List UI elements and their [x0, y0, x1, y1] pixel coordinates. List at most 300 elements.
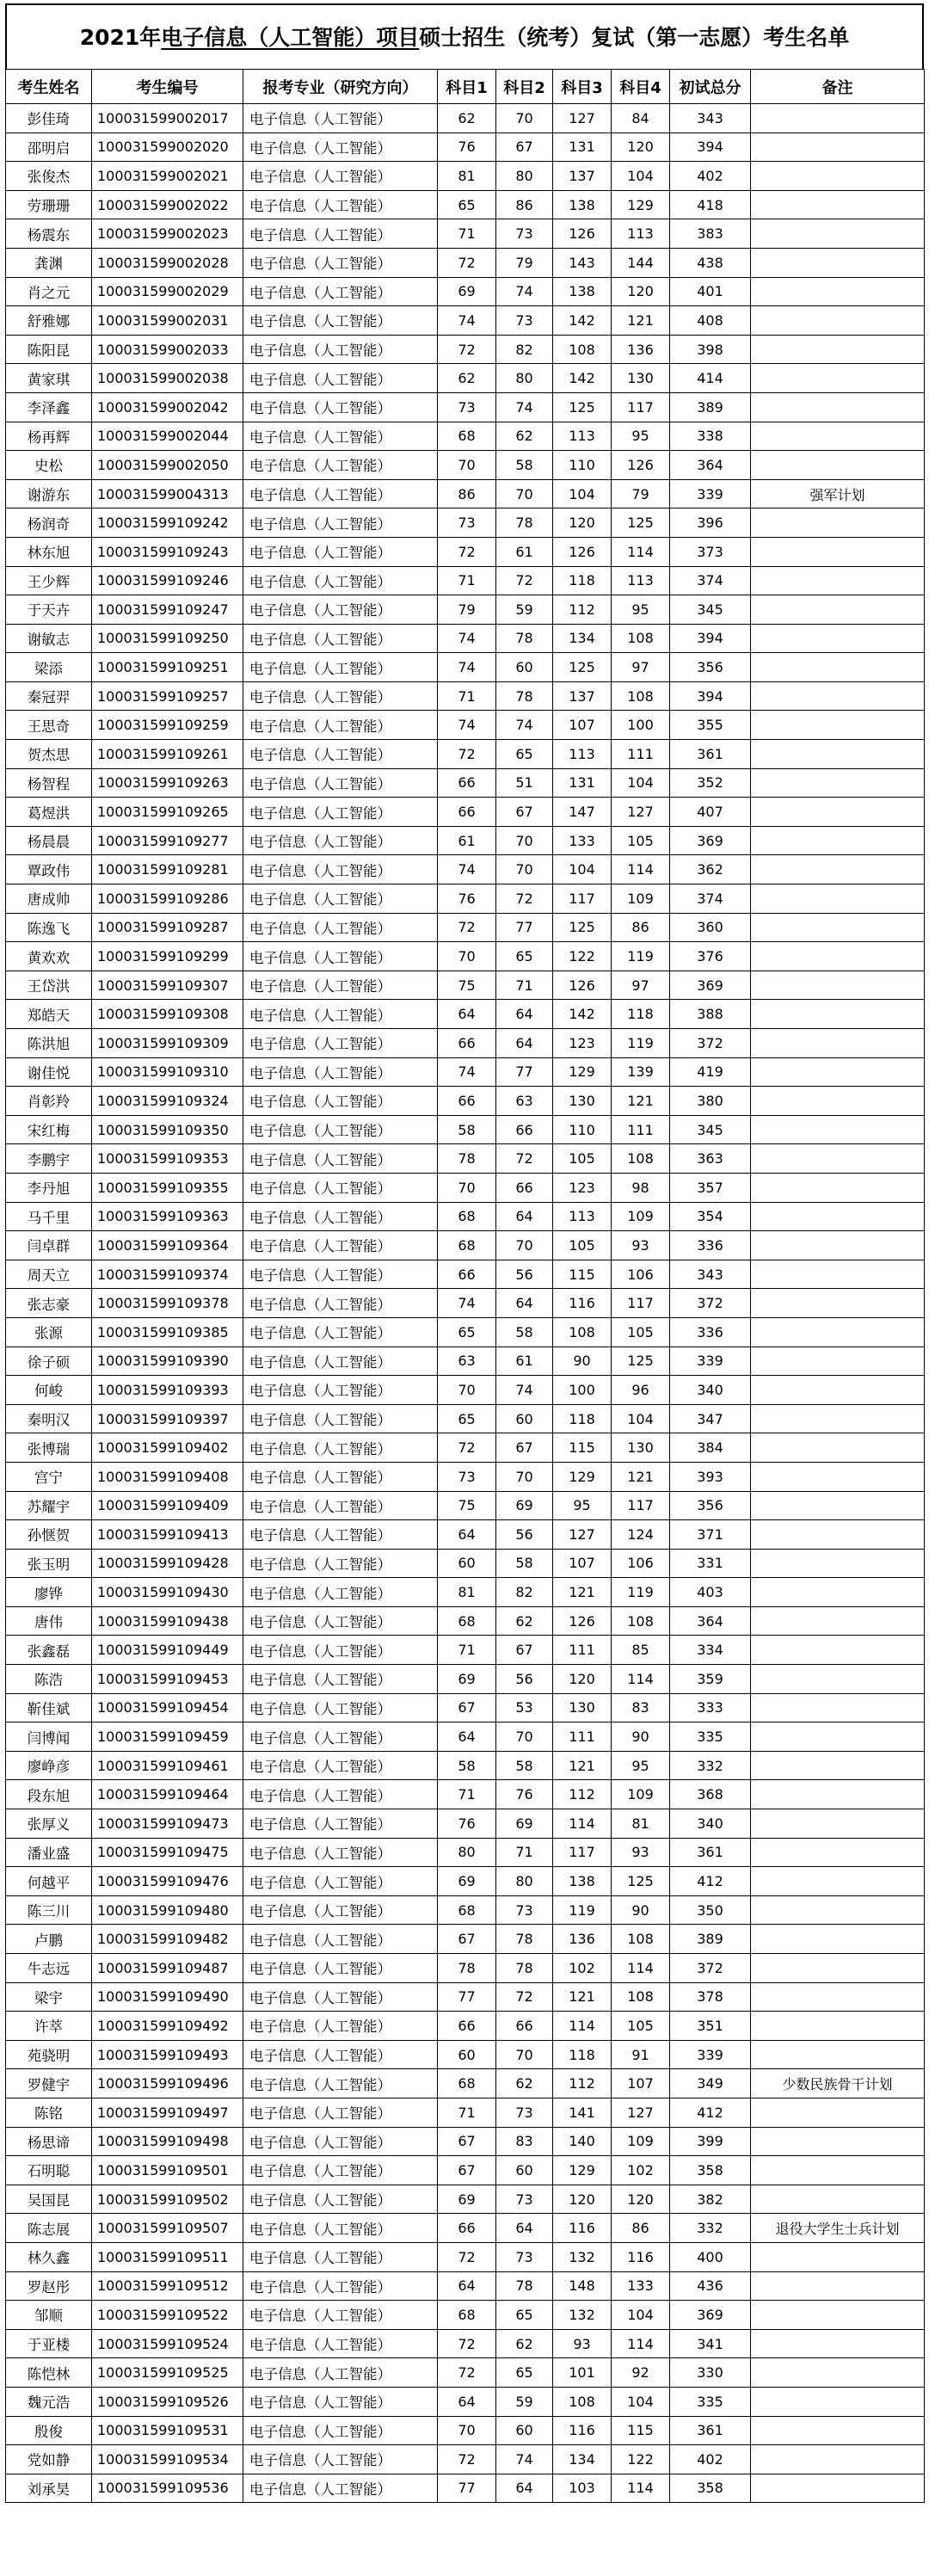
cell-id: 100031599004313 [92, 479, 243, 508]
cell-subject4: 114 [612, 2474, 670, 2503]
cell-remark [751, 2127, 925, 2156]
cell-id: 100031599002021 [92, 162, 243, 191]
cell-id: 100031599109502 [92, 2185, 243, 2214]
cell-id: 100031599109492 [92, 2012, 243, 2041]
cell-total: 338 [670, 422, 751, 451]
cell-id: 100031599002033 [92, 335, 243, 364]
cell-major: 电子信息（人工智能） [243, 306, 438, 336]
header-name: 考生姓名 [6, 70, 92, 104]
cell-subject2: 77 [496, 1057, 553, 1087]
cell-id: 100031599109246 [92, 566, 243, 595]
cell-subject4: 97 [612, 653, 670, 682]
cell-subject2: 70 [496, 1231, 553, 1260]
cell-remark [751, 1549, 925, 1578]
cell-subject2: 60 [496, 2156, 553, 2185]
cell-remark [751, 132, 925, 162]
table-row [6, 2301, 925, 2330]
cell-major: 电子信息（人工智能） [243, 1173, 438, 1202]
cell-remark [751, 392, 925, 422]
cell-name: 黄欢欢 [6, 942, 92, 971]
cell-subject2: 58 [496, 451, 553, 480]
cell-subject1: 72 [438, 537, 496, 566]
cell-id: 100031599109265 [92, 798, 243, 827]
cell-remark [751, 1289, 925, 1318]
cell-total: 339 [670, 1347, 751, 1376]
cell-total: 361 [670, 1838, 751, 1867]
cell-name: 徐子硕 [6, 1347, 92, 1376]
cell-subject1: 75 [438, 1491, 496, 1520]
cell-total: 339 [670, 479, 751, 508]
cell-total: 374 [670, 566, 751, 595]
cell-name: 魏元浩 [6, 2387, 92, 2416]
cell-subject3: 129 [553, 2156, 612, 2185]
cell-subject4: 90 [612, 1722, 670, 1752]
cell-remark [751, 1347, 925, 1376]
cell-name: 舒雅娜 [6, 306, 92, 336]
table-row [6, 1954, 925, 1983]
cell-id: 100031599109453 [92, 1665, 243, 1694]
cell-major: 电子信息（人工智能） [243, 566, 438, 595]
cell-major: 电子信息（人工智能） [243, 451, 438, 480]
cell-total: 364 [670, 451, 751, 480]
cell-subject3: 112 [553, 595, 612, 625]
cell-subject3: 111 [553, 1722, 612, 1752]
cell-subject2: 60 [496, 2416, 553, 2445]
cell-subject2: 60 [496, 1404, 553, 1433]
cell-id: 100031599109512 [92, 2271, 243, 2301]
cell-name: 潘业盛 [6, 1838, 92, 1867]
cell-remark [751, 1404, 925, 1433]
cell-remark [751, 653, 925, 682]
cell-name: 林久鑫 [6, 2242, 92, 2271]
table-row [6, 2329, 925, 2358]
cell-subject1: 62 [438, 364, 496, 393]
cell-name: 吴国昆 [6, 2185, 92, 2214]
cell-total: 408 [670, 306, 751, 336]
cell-subject2: 62 [496, 422, 553, 451]
cell-subject1: 71 [438, 566, 496, 595]
cell-id: 100031599109413 [92, 1520, 243, 1550]
cell-subject1: 72 [438, 2242, 496, 2271]
cell-subject4: 120 [612, 277, 670, 306]
cell-major: 电子信息（人工智能） [243, 1665, 438, 1694]
cell-remark [751, 2329, 925, 2358]
cell-major: 电子信息（人工智能） [243, 1347, 438, 1376]
cell-remark [751, 624, 925, 653]
cell-subject3: 115 [553, 1260, 612, 1289]
cell-subject1: 68 [438, 1606, 496, 1636]
cell-id: 100031599109397 [92, 1404, 243, 1433]
cell-subject4: 102 [612, 2156, 670, 2185]
cell-subject1: 74 [438, 624, 496, 653]
cell-subject4: 130 [612, 364, 670, 393]
cell-subject1: 66 [438, 1260, 496, 1289]
table-row [6, 740, 925, 769]
cell-subject2: 74 [496, 711, 553, 740]
cell-subject1: 62 [438, 104, 496, 133]
cell-name: 邹顺 [6, 2301, 92, 2330]
cell-id: 100031599109324 [92, 1087, 243, 1116]
cell-name: 谢佳悦 [6, 1057, 92, 1087]
cell-id: 100031599002038 [92, 364, 243, 393]
cell-subject1: 70 [438, 942, 496, 971]
cell-subject1: 70 [438, 1173, 496, 1202]
cell-id: 100031599109525 [92, 2358, 243, 2388]
cell-id: 100031599109473 [92, 1809, 243, 1839]
cell-major: 电子信息（人工智能） [243, 1376, 438, 1405]
cell-subject4: 117 [612, 1289, 670, 1318]
cell-major: 电子信息（人工智能） [243, 942, 438, 971]
cell-total: 418 [670, 190, 751, 219]
cell-major: 电子信息（人工智能） [243, 2474, 438, 2503]
cell-major: 电子信息（人工智能） [243, 2214, 438, 2243]
cell-subject3: 123 [553, 1173, 612, 1202]
table-row [6, 2069, 925, 2098]
cell-subject1: 69 [438, 277, 496, 306]
cell-total: 393 [670, 1462, 751, 1491]
cell-id: 100031599109497 [92, 2098, 243, 2127]
cell-subject3: 116 [553, 2214, 612, 2243]
cell-subject2: 86 [496, 190, 553, 219]
cell-subject2: 82 [496, 335, 553, 364]
cell-subject2: 70 [496, 479, 553, 508]
cell-subject1: 66 [438, 798, 496, 827]
cell-subject4: 136 [612, 335, 670, 364]
table-row [6, 2012, 925, 2041]
cell-total: 331 [670, 1549, 751, 1578]
header-total: 初试总分 [670, 70, 751, 104]
cell-subject2: 53 [496, 1693, 553, 1722]
cell-id: 100031599109243 [92, 537, 243, 566]
cell-subject3: 123 [553, 1029, 612, 1058]
cell-total: 361 [670, 740, 751, 769]
cell-remark [751, 277, 925, 306]
cell-subject1: 72 [438, 248, 496, 277]
cell-id: 100031599109378 [92, 1289, 243, 1318]
cell-subject4: 122 [612, 2445, 670, 2474]
cell-subject4: 121 [612, 306, 670, 336]
cell-subject2: 74 [496, 1376, 553, 1405]
cell-subject2: 74 [496, 2445, 553, 2474]
cell-name: 陈铭 [6, 2098, 92, 2127]
cell-total: 350 [670, 1895, 751, 1925]
cell-total: 336 [670, 1231, 751, 1260]
cell-subject3: 108 [553, 1317, 612, 1347]
cell-name: 石明聪 [6, 2156, 92, 2185]
cell-total: 347 [670, 1404, 751, 1433]
cell-subject3: 113 [553, 740, 612, 769]
table-row [6, 1462, 925, 1491]
cell-total: 414 [670, 364, 751, 393]
cell-remark [751, 2012, 925, 2041]
cell-subject3: 100 [553, 1376, 612, 1405]
cell-remark [751, 508, 925, 538]
cell-subject4: 139 [612, 1057, 670, 1087]
cell-subject1: 68 [438, 1202, 496, 1231]
cell-total: 396 [670, 508, 751, 538]
cell-subject2: 69 [496, 1491, 553, 1520]
cell-subject3: 125 [553, 392, 612, 422]
cell-subject2: 64 [496, 1029, 553, 1058]
cell-subject2: 78 [496, 1954, 553, 1983]
cell-remark [751, 913, 925, 942]
cell-subject2: 69 [496, 1809, 553, 1839]
cell-name: 张博瑞 [6, 1433, 92, 1463]
cell-subject4: 83 [612, 1693, 670, 1722]
cell-name: 龚渊 [6, 248, 92, 277]
cell-major: 电子信息（人工智能） [243, 132, 438, 162]
cell-name: 李泽鑫 [6, 392, 92, 422]
cell-subject4: 121 [612, 1087, 670, 1116]
cell-subject2: 58 [496, 1751, 553, 1780]
cell-subject2: 80 [496, 162, 553, 191]
table-row [6, 2474, 925, 2503]
cell-subject2: 74 [496, 277, 553, 306]
cell-major: 电子信息（人工智能） [243, 826, 438, 855]
cell-total: 330 [670, 2358, 751, 2388]
cell-total: 352 [670, 768, 751, 798]
cell-total: 345 [670, 595, 751, 625]
cell-remark [751, 219, 925, 249]
cell-name: 陈志展 [6, 2214, 92, 2243]
table-row [6, 2127, 925, 2156]
cell-subject4: 115 [612, 2416, 670, 2445]
cell-remark [751, 2040, 925, 2069]
cell-id: 100031599109459 [92, 1722, 243, 1752]
cell-name: 杨震东 [6, 219, 92, 249]
cell-subject4: 144 [612, 248, 670, 277]
cell-subject4: 91 [612, 2040, 670, 2069]
cell-subject3: 120 [553, 508, 612, 538]
cell-id: 100031599109247 [92, 595, 243, 625]
table-row [6, 1780, 925, 1809]
cell-major: 电子信息（人工智能） [243, 1144, 438, 1174]
cell-subject4: 108 [612, 1925, 670, 1954]
cell-name: 张志豪 [6, 1289, 92, 1318]
cell-subject2: 71 [496, 1838, 553, 1867]
cell-total: 412 [670, 1867, 751, 1896]
cell-major: 电子信息（人工智能） [243, 768, 438, 798]
cell-major: 电子信息（人工智能） [243, 1809, 438, 1839]
cell-subject3: 143 [553, 248, 612, 277]
table-row [6, 2416, 925, 2445]
cell-subject3: 137 [553, 162, 612, 191]
cell-subject3: 104 [553, 479, 612, 508]
cell-subject3: 142 [553, 364, 612, 393]
cell-remark [751, 1231, 925, 1260]
cell-id: 100031599002031 [92, 306, 243, 336]
cell-subject4: 79 [612, 479, 670, 508]
cell-subject1: 58 [438, 1115, 496, 1144]
cell-total: 332 [670, 1751, 751, 1780]
cell-major: 电子信息（人工智能） [243, 1693, 438, 1722]
cell-subject4: 114 [612, 2329, 670, 2358]
cell-total: 394 [670, 624, 751, 653]
table-row [6, 392, 925, 422]
cell-name: 邵明启 [6, 132, 92, 162]
table-row [6, 1693, 925, 1722]
cell-subject3: 118 [553, 566, 612, 595]
cell-subject1: 70 [438, 451, 496, 480]
cell-remark [751, 1693, 925, 1722]
cell-major: 电子信息（人工智能） [243, 1491, 438, 1520]
cell-subject3: 127 [553, 104, 612, 133]
cell-remark [751, 2445, 925, 2474]
cell-subject3: 116 [553, 1289, 612, 1318]
cell-subject3: 108 [553, 2387, 612, 2416]
cell-subject4: 120 [612, 2185, 670, 2214]
cell-subject1: 69 [438, 1665, 496, 1694]
cell-subject2: 56 [496, 1665, 553, 1694]
cell-subject1: 81 [438, 162, 496, 191]
cell-name: 张源 [6, 1317, 92, 1347]
cell-major: 电子信息（人工智能） [243, 104, 438, 133]
cell-total: 364 [670, 1606, 751, 1636]
cell-remark [751, 162, 925, 191]
cell-remark [751, 971, 925, 1000]
cell-total: 380 [670, 1087, 751, 1116]
cell-major: 电子信息（人工智能） [243, 2069, 438, 2098]
cell-id: 100031599109374 [92, 1260, 243, 1289]
cell-subject3: 102 [553, 1954, 612, 1983]
cell-subject1: 72 [438, 913, 496, 942]
cell-subject1: 64 [438, 2387, 496, 2416]
cell-remark [751, 1722, 925, 1752]
cell-remark [751, 190, 925, 219]
cell-subject3: 118 [553, 1404, 612, 1433]
cell-subject3: 131 [553, 132, 612, 162]
cell-total: 371 [670, 1520, 751, 1550]
cell-name: 张鑫磊 [6, 1636, 92, 1665]
header-subject4: 科目4 [612, 70, 670, 104]
cell-remark: 退役大学生士兵计划 [751, 2214, 925, 2243]
cell-total: 341 [670, 2329, 751, 2358]
cell-major: 电子信息（人工智能） [243, 1895, 438, 1925]
cell-total: 343 [670, 104, 751, 133]
cell-subject2: 58 [496, 1317, 553, 1347]
table-row [6, 942, 925, 971]
cell-subject3: 112 [553, 1780, 612, 1809]
cell-major: 电子信息（人工智能） [243, 1029, 438, 1058]
cell-total: 360 [670, 913, 751, 942]
cell-major: 电子信息（人工智能） [243, 537, 438, 566]
cell-subject3: 137 [553, 681, 612, 711]
cell-subject4: 84 [612, 104, 670, 133]
cell-subject2: 80 [496, 364, 553, 393]
cell-subject4: 109 [612, 1780, 670, 1809]
candidate-table [5, 69, 925, 2503]
cell-subject1: 65 [438, 1404, 496, 1433]
cell-remark [751, 566, 925, 595]
cell-name: 闫博闻 [6, 1722, 92, 1752]
cell-major: 电子信息（人工智能） [243, 508, 438, 538]
table-row [6, 422, 925, 451]
cell-total: 402 [670, 162, 751, 191]
cell-name: 陈洪旭 [6, 1029, 92, 1058]
cell-remark [751, 1173, 925, 1202]
cell-remark [751, 711, 925, 740]
table-row [6, 162, 925, 191]
cell-subject2: 70 [496, 104, 553, 133]
table-row [6, 1260, 925, 1289]
table-body [6, 104, 925, 2503]
cell-id: 100031599002022 [92, 190, 243, 219]
cell-subject2: 71 [496, 971, 553, 1000]
cell-subject3: 129 [553, 1057, 612, 1087]
cell-id: 100031599109490 [92, 1982, 243, 2012]
cell-name: 黄家琪 [6, 364, 92, 393]
cell-subject2: 70 [496, 2040, 553, 2069]
cell-name: 彭佳琦 [6, 104, 92, 133]
cell-major: 电子信息（人工智能） [243, 1433, 438, 1463]
cell-subject4: 108 [612, 681, 670, 711]
cell-id: 100031599109259 [92, 711, 243, 740]
cell-id: 100031599109308 [92, 1000, 243, 1029]
table-row [6, 364, 925, 393]
cell-remark [751, 1636, 925, 1665]
cell-subject4: 93 [612, 1231, 670, 1260]
cell-remark [751, 451, 925, 480]
cell-subject4: 106 [612, 1260, 670, 1289]
cell-subject4: 117 [612, 392, 670, 422]
cell-subject3: 114 [553, 1809, 612, 1839]
cell-id: 100031599109309 [92, 1029, 243, 1058]
cell-subject2: 78 [496, 1925, 553, 1954]
cell-subject2: 56 [496, 1520, 553, 1550]
cell-remark [751, 2387, 925, 2416]
cell-name: 陈浩 [6, 1665, 92, 1694]
cell-subject3: 95 [553, 1491, 612, 1520]
cell-subject2: 65 [496, 2301, 553, 2330]
cell-name: 杨思谛 [6, 2127, 92, 2156]
cell-subject4: 119 [612, 1029, 670, 1058]
cell-total: 340 [670, 1809, 751, 1839]
cell-subject1: 86 [438, 479, 496, 508]
table-row [6, 1057, 925, 1087]
cell-subject3: 121 [553, 1751, 612, 1780]
cell-subject2: 64 [496, 1000, 553, 1029]
cell-remark [751, 826, 925, 855]
cell-remark [751, 1260, 925, 1289]
cell-subject2: 66 [496, 1173, 553, 1202]
cell-total: 334 [670, 1636, 751, 1665]
cell-subject4: 113 [612, 566, 670, 595]
cell-subject2: 59 [496, 595, 553, 625]
cell-total: 335 [670, 1722, 751, 1752]
cell-subject2: 73 [496, 2185, 553, 2214]
cell-subject1: 74 [438, 306, 496, 336]
cell-subject2: 59 [496, 2387, 553, 2416]
cell-major: 电子信息（人工智能） [243, 1751, 438, 1780]
cell-id: 100031599109286 [92, 884, 243, 914]
cell-name: 何越平 [6, 1867, 92, 1896]
cell-major: 电子信息（人工智能） [243, 2242, 438, 2271]
cell-subject4: 125 [612, 1867, 670, 1896]
cell-major: 电子信息（人工智能） [243, 711, 438, 740]
cell-total: 362 [670, 855, 751, 884]
cell-major: 电子信息（人工智能） [243, 1636, 438, 1665]
cell-total: 372 [670, 1289, 751, 1318]
cell-subject4: 105 [612, 1317, 670, 1347]
cell-subject4: 125 [612, 508, 670, 538]
cell-subject2: 70 [496, 855, 553, 884]
cell-total: 343 [670, 1260, 751, 1289]
cell-subject2: 83 [496, 2127, 553, 2156]
cell-total: 419 [670, 1057, 751, 1087]
cell-subject1: 74 [438, 1057, 496, 1087]
cell-major: 电子信息（人工智能） [243, 1578, 438, 1607]
cell-major: 电子信息（人工智能） [243, 2358, 438, 2388]
